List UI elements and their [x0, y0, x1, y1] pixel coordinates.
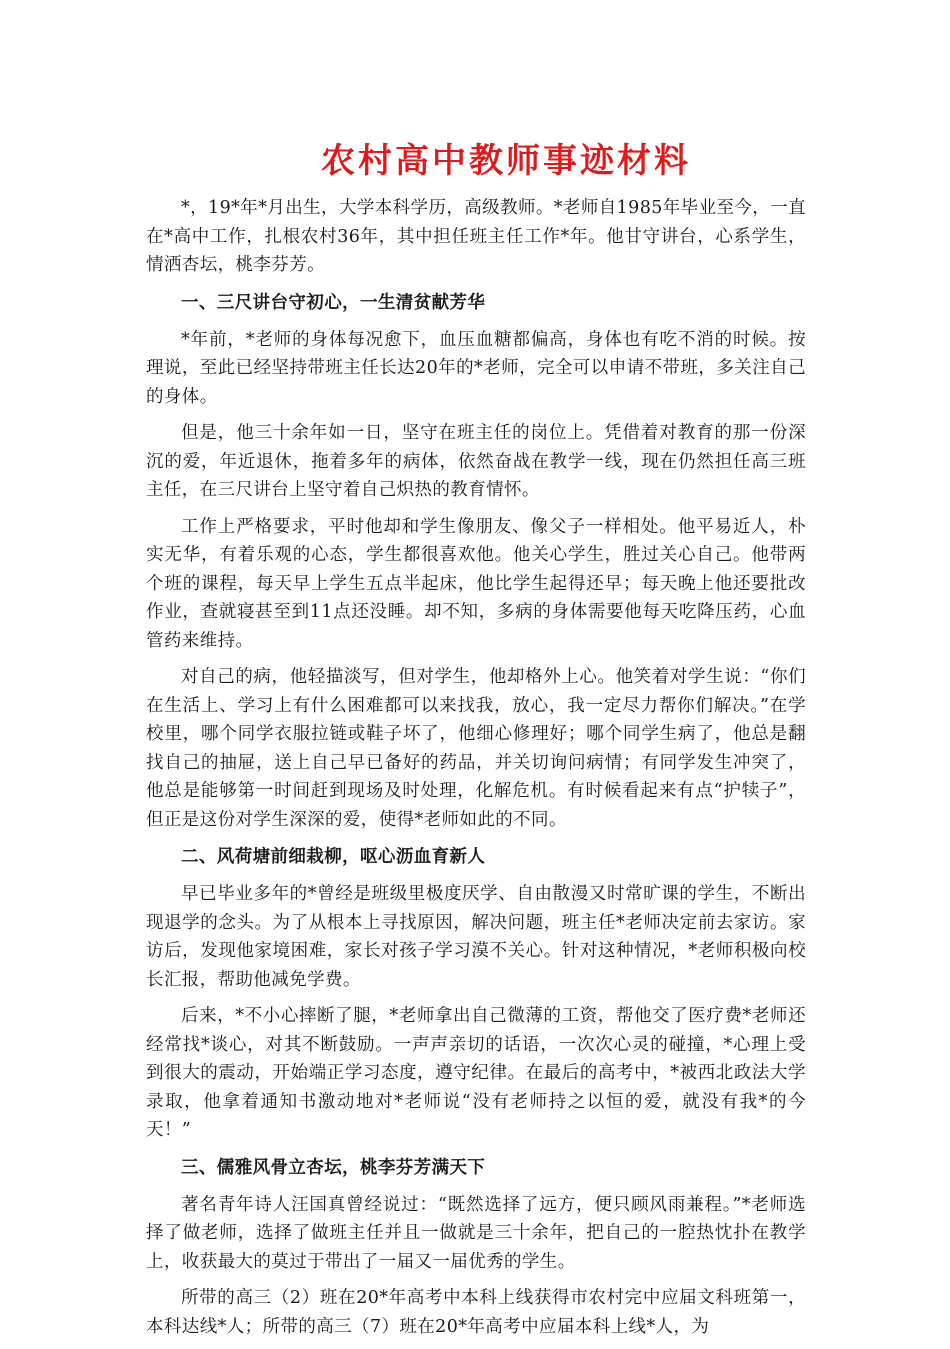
section-3-heading: 三、儒雅风骨立杏坛，桃李芬芳满天下 [181, 1157, 486, 1178]
section-1-paragraph-2: 但是，他三十余年如一日，坚守在班主任的岗位上。凭借着对教育的那一份深沉的爱，年近退休，拖着多年的病体，依然奋战在教学一线，现在仍然担任高三班主任，在三尺讲台上坚守着自己炽热的教育情怀。 [146, 423, 806, 500]
section-1-paragraph-1: *年前，*老师的身体每况愈下，血压血糖都偏高，身体也有吃不消的时候。按理说，至此已经坚持带班主任长达20年的*老师，完全可以申请不带班，多关注自己的身体。 [146, 329, 806, 407]
section-2-paragraph-1: 早已毕业多年的*曾经是班级里极度厌学、自由散漫又时常旷课的学生，不断出现退学的念头。为了从根本上寻找原因，解决问题，班主任*老师决定前去家访。家访后，发现他家境困难，家长对孩子学习漠不关心。针对这种情况，*老师积极向校长汇报，帮助他减免学费。 [146, 884, 806, 990]
intro-paragraph: *，19*年*月出生，大学本科学历，高级教师。*老师自1985年毕业至今，一直在*高中工作，扎根农村36年，其中担任班主任工作*年。他甘守讲台，心系学生，情洒杏坛，桃李芬芳。 [146, 198, 806, 275]
section-3-paragraph-1: 著名青年诗人汪国真曾经说过：“既然选择了远方，便只顾风雨兼程。”*老师选择了做老师，选择了做班主任并且一做就是三十余年，把自己的一腔热忱扑在教学上，收获最大的莫过于带出了一届又一届优秀的学生。 [146, 1194, 806, 1272]
document-page [146, 138, 806, 1349]
section-2-heading: 二、风荷塘前细栽柳，呕心沥血育新人 [181, 847, 486, 867]
section-1-heading: 一、三尺讲台守初心，一生清贫献芳华 [181, 292, 486, 313]
section-3-paragraph-2: 所带的高三（2）班在20*年高考中本科上线获得市农村完中应届文科班第一，本科达线*人；所带的高三（7）班在20*年高考中应届本科上线*人，为 [146, 1288, 806, 1337]
section-1-paragraph-4: 对自己的病，他轻描淡写，但对学生，他却格外上心。他笑着对学生说：“你们在生活上、学习上有什么困难都可以来找我，放心，我一定尽力帮你们解决。”在学校里，哪个同学衣服拉链或鞋子坏了，他细心修理好；哪个同学生病了，他总是翻找自己的抽屉，送上自己早已备好的药品，并关切询问病情；有同学发生冲突了，他总是能够第一时间赶到现场及时处理，化解危机。有时候看起来有点“护犊子”，但正是这份对学生深深的爱，使得*老师如此的不同。 [146, 667, 806, 830]
section-1-paragraph-3: 工作上严格要求，平时他却和学生像朋友、像父子一样相处。他平易近人，朴实无华，有着乐观的心态，学生都很喜欢他。他关心学生，胜过关心自己。他带两个班的课程，每天早上学生五点半起床，他比学生起得还早；每天晚上他还要批改作业，查就寝甚至到11点还没睡。却不知，多病的身体需要他每天吃降压药，心血管药来维持。 [146, 516, 806, 651]
section-2-paragraph-2: 后来，*不小心摔断了腿，*老师拿出自己微薄的工资，帮他交了医疗费*老师还经常找*谈心，对其不断鼓励。一声声亲切的话语，一次次心灵的碰撞，*心理上受到很大的震动，开始端正学习态度，遵守纪律。在最后的高考中，*被西北政法大学录取，他拿着通知书激动地对*老师说“没有老师持之以恒的爱，就没有我*的今天！” [146, 1006, 807, 1140]
document-title: 农村高中教师事迹材料 [321, 141, 691, 181]
